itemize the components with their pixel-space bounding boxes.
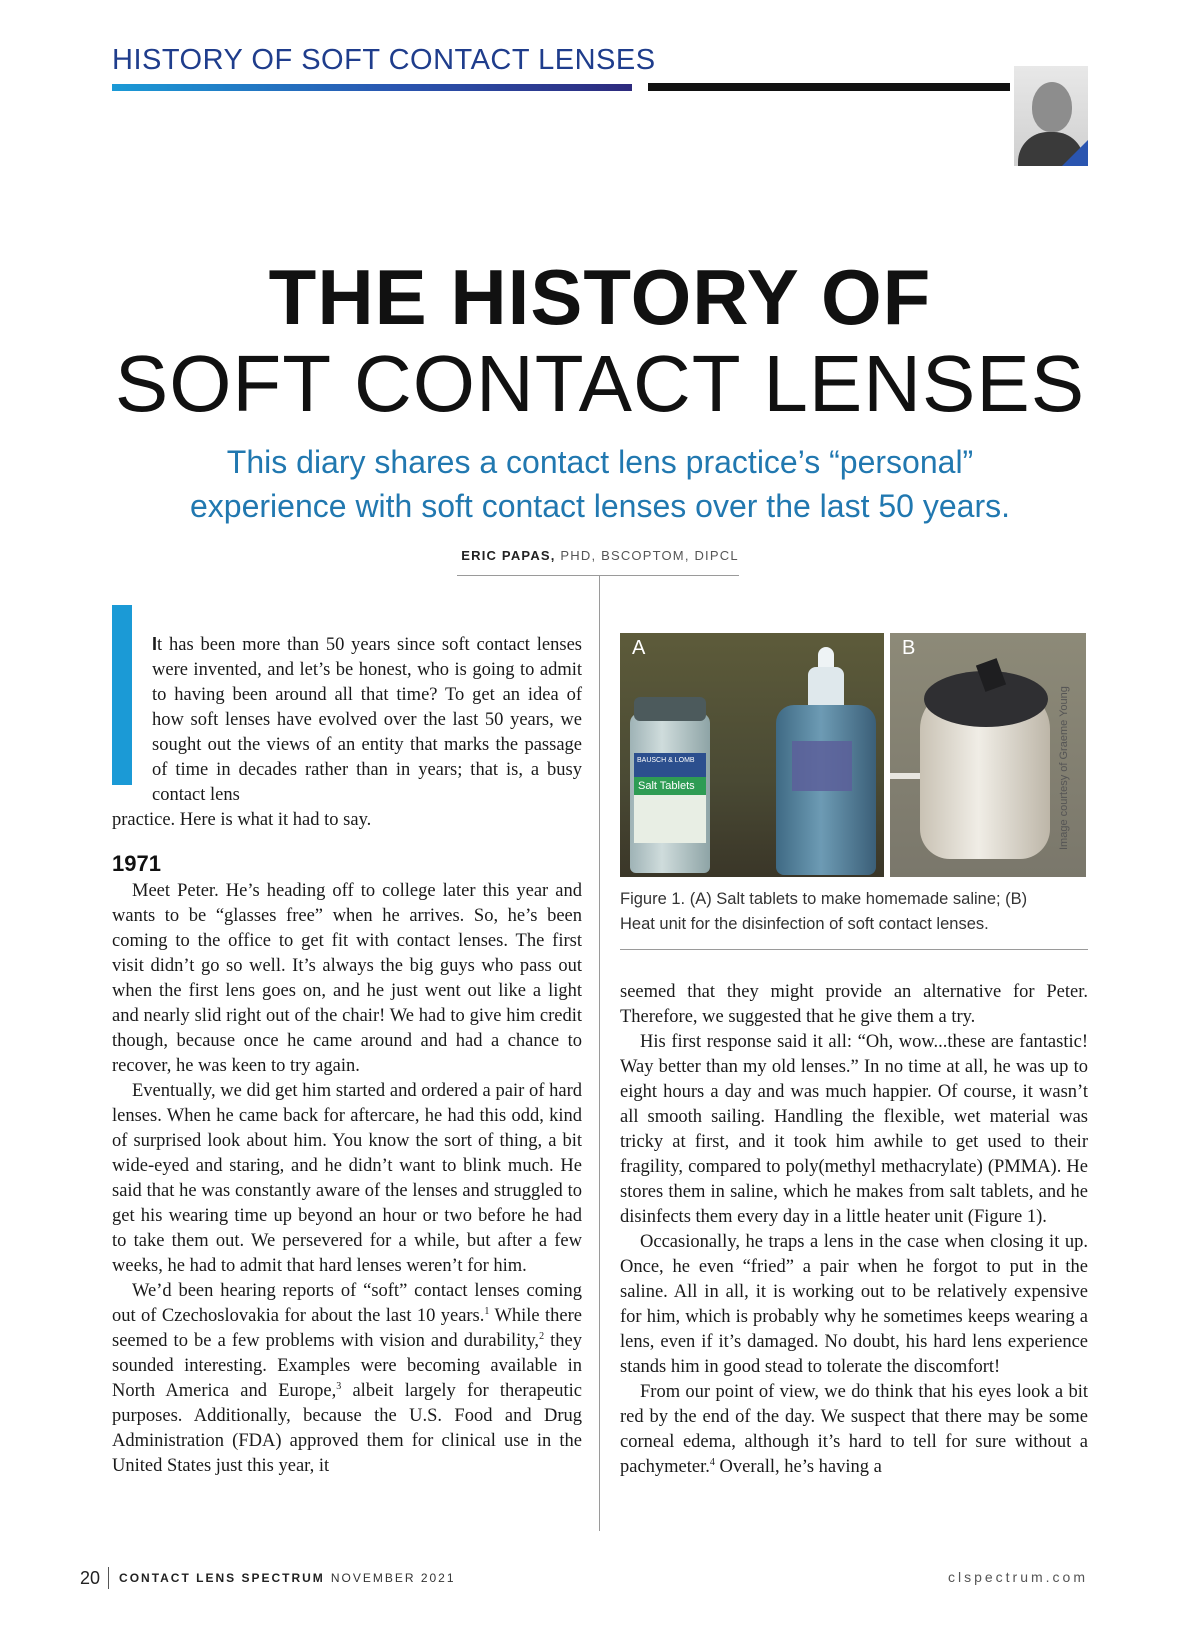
publication-name: CONTACT LENS SPECTRUM [119, 1571, 325, 1585]
byline [0, 548, 1200, 563]
figure-images [620, 633, 1088, 877]
text-run: From our point of view, we do think that his eyes look a bit red by the end of the day. We suspect that there may be some corneal edema, although it’s hard to tell for sure without a pachymeter. [620, 1382, 1088, 1477]
salt-tablet-jar-lid [634, 697, 706, 721]
jar-product-label: Salt Tablets [634, 777, 706, 795]
author-photo-face [1032, 82, 1072, 132]
article-title-line-1: THE HISTORY OF [268, 253, 932, 341]
intro-text: t has been more than 50 years since soft contact lenses were invented, and let’s be honest, who is going to admit to having been around all that time? To get an idea of how soft lenses have evolved over the last 50 years, we sought out the views of an entity that marks the passage of time in decades rather than in years; that is, a busy contact lens [152, 635, 582, 805]
body-paragraph: Eventually, we did get him started and ordered a pair of hard lenses. When he came back for aftercare, he had this odd, kind of surprised look about him. You know the sort of thing, a bit wide-eyed and staring, and he didn’t want to blink much. He said that he was constantly aware of the lenses and struggled to get his wearing time up beyond an hour or two before he had to take them out. We persevered for a while, but after a few weeks, he had to admit that hard lenses weren’t for him. [112, 1081, 582, 1276]
footer-separator [108, 1567, 109, 1589]
body-paragraph [112, 1279, 582, 1479]
issue-date: NOVEMBER 2021 [330, 1571, 456, 1585]
body-paragraph: Meet Peter. He’s heading off to college later this year and wants to be “glasses free” when he arrives. So, he’s been coming to the office to get fit with contact lenses. The first visit didn’t go so well. It’s always the big guys who pass out when the first lens goes on, and he just went out like a light and nearly slid right out of the chair! We had to give him credit though, because once he came around and had a chance to recover, he was keen to try again. [112, 881, 582, 1076]
byline-rule [457, 575, 739, 576]
salt-tablet-jar-label [634, 753, 706, 843]
right-column [620, 980, 1088, 1480]
figure-rule [620, 949, 1088, 950]
figure-caption [620, 887, 1088, 937]
figure-1 [620, 633, 1088, 950]
body-paragraph: His first response said it all: “Oh, wow...these are fantastic! Way better than my old lenses.” In no time at all, he was up to eight hours a day and was much happier. Of course, it wasn’t all smooth sailing. Handling the flexible, wet material was tricky at first, and it took him awhile to get used to their fragility, compared to poly(methyl methacrylate) (PMMA). He stores them in saline, which he makes from salt tablets, and he disinfects them every day in a little heater unit (Figure 1). [620, 1032, 1088, 1227]
reference-marker: 3 [336, 1380, 342, 1392]
subtitle-line-2: experience with soft contact lenses over the last 50 years. [190, 488, 1010, 524]
intro-paragraph-tail: practice. Here is what it had to say. [112, 810, 372, 830]
figure-panel-a-salt-tablets [620, 633, 884, 877]
year-heading: 1971 [112, 851, 161, 876]
saline-bottle-label [792, 741, 852, 791]
subtitle-line-1: This diary shares a contact lens practice’s “personal” [226, 444, 974, 480]
body-paragraph [620, 1380, 1088, 1480]
text-run: they sounded interesting. Examples were becoming available in North America and Europe, [112, 1331, 582, 1401]
reference-marker: 4 [709, 1456, 715, 1468]
page-number: 20 [80, 1567, 101, 1588]
text-run: albeit largely for therapeutic purposes. Additionally, because the U.S. Food and Drug Administration (FDA) approved them for clinical use in the United States just this year, it [112, 1381, 582, 1476]
reference-marker: 2 [539, 1330, 545, 1342]
footer-left [80, 1567, 456, 1589]
text-run: We’d been hearing reports of “soft” contact lenses coming out of Czechoslovakia for about the last 10 years. [112, 1281, 582, 1326]
panel-b-letter: B [902, 637, 916, 659]
intro-paragraph [112, 632, 582, 808]
section-label: HISTORY OF SOFT CONTACT LENSES [112, 44, 656, 76]
author-credentials: PHD, BSCOPTOM, DIPCL [560, 548, 739, 563]
author-photo [1014, 66, 1088, 166]
left-column [112, 632, 582, 1479]
image-credit: Image courtesy of Graeme Young [1058, 686, 1070, 850]
text-run: While there seemed to be a few problems with vision and durability, [112, 1306, 583, 1351]
caption-line-1: Figure 1. (A) Salt tablets to make homemade saline; (B) [620, 890, 1028, 908]
body-paragraph: seemed that they might provide an alternative for Peter. Therefore, we suggested that he give them a try. [620, 982, 1088, 1027]
column-divider [599, 576, 600, 1531]
panel-a-letter: A [632, 637, 646, 659]
body-paragraph: Occasionally, he traps a lens in the case when closing it up. Once, he even “fried” a pair when he forgot to put in the saline. All in all, it is working out to be relatively expensive for him, which is probably why he sometimes keeps wearing a lens, even if it’s damaged. No doubt, his hard lens experience stands him in good stead to tolerate the discomfort! [620, 1232, 1088, 1377]
article-title-line-2: SOFT CONTACT LENSES [114, 339, 1086, 428]
section-label-underline [112, 84, 632, 91]
website-link[interactable]: clspectrum.com [947, 1569, 1088, 1585]
figure-panel-b-heat-unit [890, 633, 1086, 877]
intro-first-letter: I [152, 634, 158, 654]
author-photo-corner-accent [1062, 140, 1088, 166]
caption-line-2: Heat unit for the disinfection of soft contact lenses. [620, 915, 989, 933]
author-name: ERIC PAPAS, [461, 548, 556, 563]
text-run: Overall, he’s having a [714, 1457, 882, 1477]
reference-marker: 1 [484, 1305, 490, 1317]
header-rule [648, 83, 1010, 91]
article-subtitle [60, 440, 1140, 528]
jar-brand-label: BAUSCH & LOMB [634, 753, 706, 777]
